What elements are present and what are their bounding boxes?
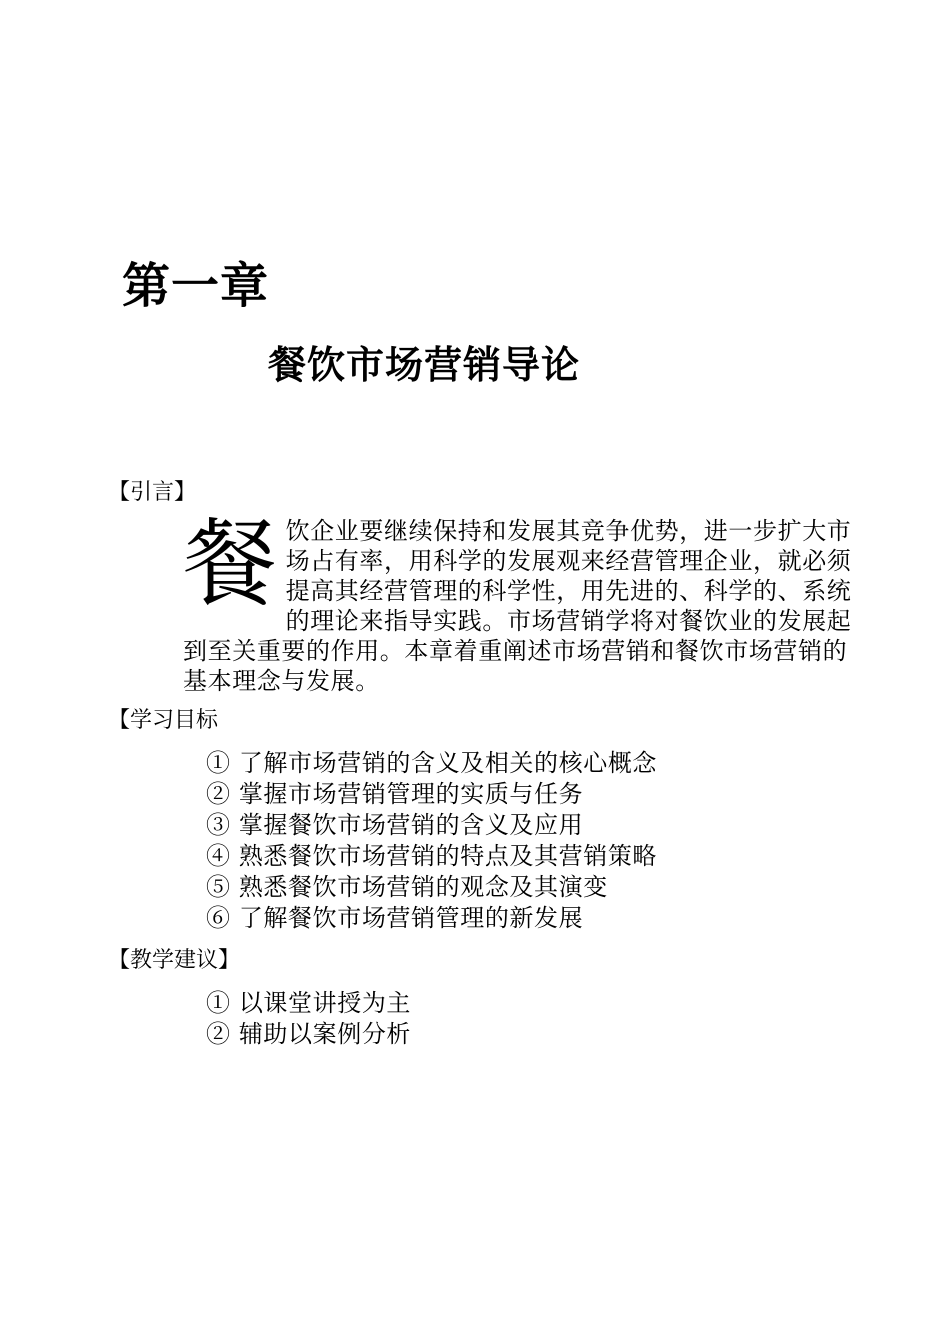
teaching-advice-heading: 【教学建议】: [108, 948, 241, 973]
learning-goal-item: ⑥ 了解餐饮市场营销管理的新发展: [206, 904, 584, 932]
learning-goal-item: ① 了解市场营销的含义及相关的核心概念: [206, 749, 658, 777]
teaching-advice-item: ② 辅助以案例分析: [206, 1020, 412, 1048]
chapter-title: 餐饮市场营销导论: [268, 343, 581, 387]
learning-goals-heading: 【学习目标: [108, 708, 219, 733]
intro-paragraph: [183, 510, 859, 696]
intro-heading: 【引言】: [108, 480, 197, 505]
learning-goals-list: [206, 748, 657, 934]
intro-text: 饮企业要继续保持和发展其竞争优势，进一步扩大市场占有率，用科学的发展观来经营管理企业，就必须提高其经营管理的科学性，用先进的、科学的、系统的理论来指导实践。市场营销学将对餐饮业的发展起到至关重要的作用。本章着重阐述市场营销和餐饮市场营销的基本理念与发展。: [183, 517, 852, 695]
learning-goal-item: ③ 掌握餐饮市场营销的含义及应用: [206, 811, 584, 839]
drop-cap: 餐: [183, 510, 278, 619]
learning-goal-item: ② 掌握市场营销管理的实质与任务: [206, 780, 584, 808]
learning-goal-item: ⑤ 熟悉餐饮市场营销的观念及其演变: [206, 873, 608, 901]
teaching-advice-item: ① 以课堂讲授为主: [206, 989, 412, 1017]
chapter-label: 第一章: [122, 258, 270, 314]
learning-goal-item: ④ 熟悉餐饮市场营销的特点及其营销策略: [206, 842, 658, 870]
teaching-advice-list: [206, 988, 411, 1050]
